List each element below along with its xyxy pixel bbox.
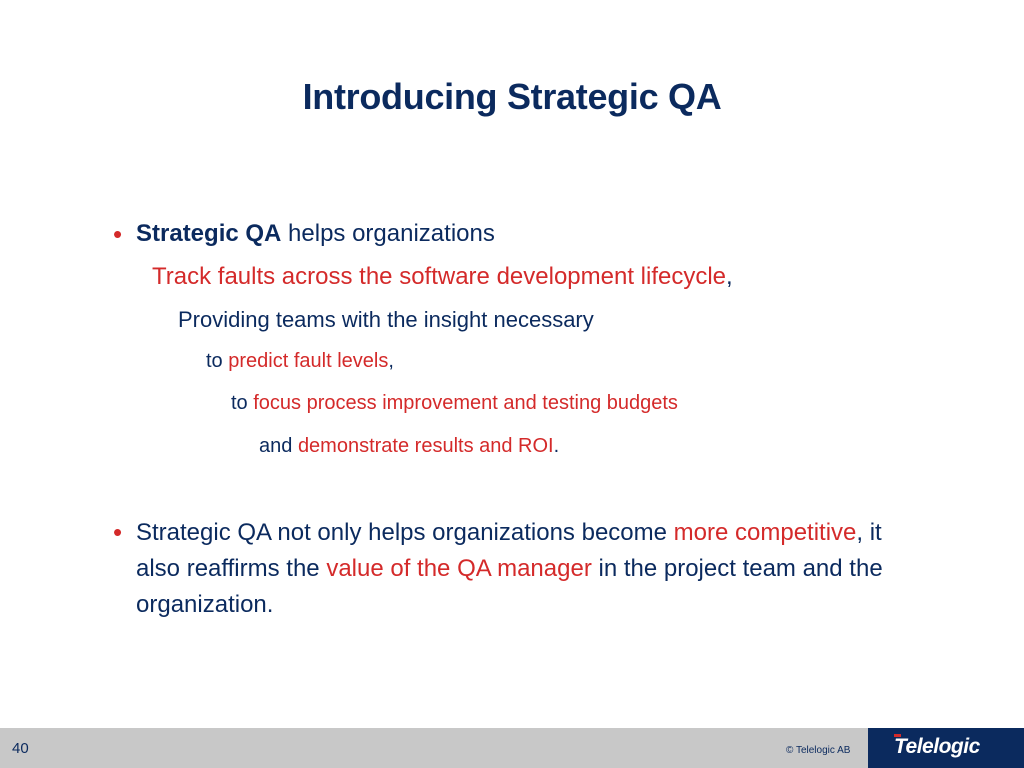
predict-text: predict fault levels [228,350,389,372]
bullet-2-text-3: in the project team and the organization. [136,555,883,618]
focus-text: focus process improvement and testing budgets [253,392,678,414]
bullet-icon: • [113,219,123,249]
track-faults-text: Track faults across the software development lifecycle [152,263,727,290]
qa-manager-text: value of the QA manager [326,555,592,582]
slide-title: Introducing Strategic QA [302,76,722,117]
more-competitive-text: more competitive [673,519,857,546]
bullet-2-text-2: , it also reaffirms the [136,519,882,582]
copyright-text: © Telelogic AB [786,745,851,756]
punct: . [553,435,560,457]
punct: , [388,350,394,372]
page-number: 40 [12,740,29,757]
bullet-2-paragraph [136,515,896,623]
bullet-1-line-3: Providing teams with the insight necessary [178,307,594,332]
bullet-2-text-1: Strategic QA not only helps organizations become [136,519,674,546]
bullet-1-line-5 [231,392,678,415]
bullet-1-line-1 [136,220,495,248]
footer-bar [0,728,1024,768]
bullet-1-line-2 [152,263,733,291]
telelogic-logo [868,728,1024,768]
prefix: to [206,350,229,372]
bullet-1-bold: Strategic QA [136,220,282,247]
punct: , [726,263,733,290]
prefix: and [259,435,298,457]
logo-text: Telelogic [894,735,980,758]
demonstrate-text: demonstrate results and ROI [297,435,554,457]
prefix: to [231,392,254,414]
bullet-1-line-4 [206,350,394,373]
bullet-1-line-6 [259,435,559,458]
bullet-icon: • [113,517,123,547]
bullet-1-rest: helps organizations [281,220,495,247]
